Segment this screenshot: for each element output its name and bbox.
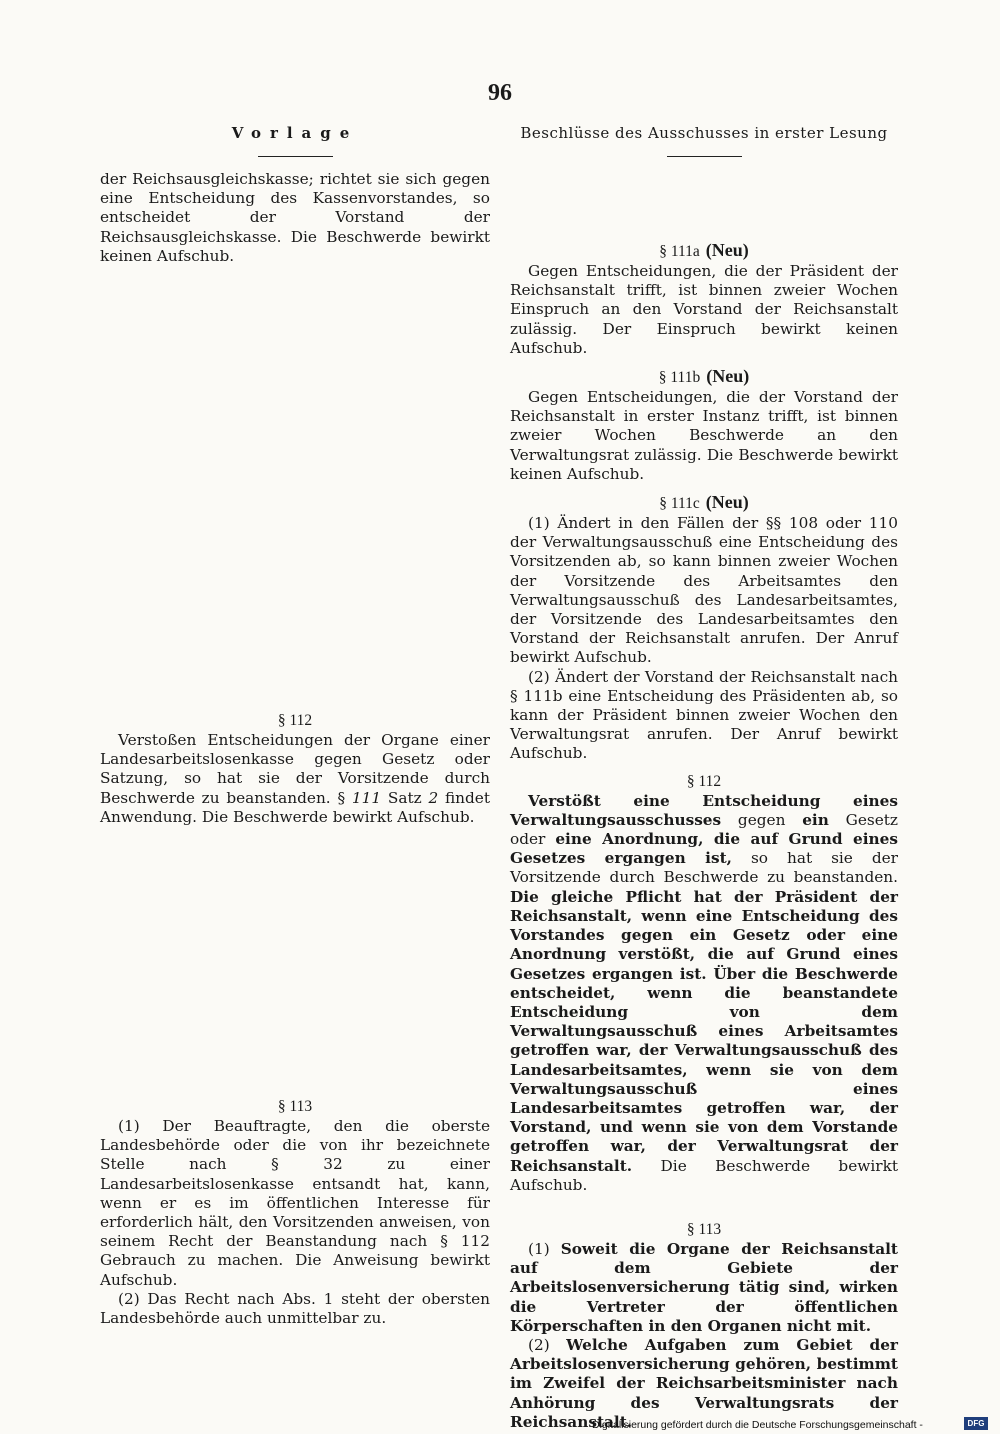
- section-113-para-1: (1) Soweit die Organe der Reichsanstalt auf dem Gebiete der Arbeitslosenversicherung tätig sind, wirken die Vertreter der öffentlichen Körperschaften in den Organen nicht mit.: [510, 1239, 898, 1335]
- footer-credit: Digitalisierung gefördert durch die Deutsche Forschungsgemeinschaft -: [592, 1419, 923, 1431]
- section-111b-text: Gegen Entscheidungen, die der Vorstand der Reichsanstalt in erster Instanz trifft, ist binnen zweier Wochen Beschwerde an den Verwaltungsrat zulässig. Die Beschwerde bewirkt keinen Aufschub.: [510, 388, 898, 483]
- section-112-title: § 112: [277, 712, 313, 730]
- section-112-title: § 112: [686, 772, 722, 790]
- section-112-text: Verstößt eine Entscheidung eines Verwaltungsausschusses gegen ein Gesetz oder eine Anordnung, die auf Grund eines Gesetzes ergangen ist, so hat sie der Vorsitzende durch Beschwerde zu beanstanden. Die gleiche Pflicht hat der Präsident der Reichsanstalt, wenn eine Entscheidung des Vorstandes gegen ein Gesetz oder eine Anordnung verstößt, die auf Grund eines Gesetzes ergangen ist. Über die Beschwerde entscheidet, wenn die beanstandete Entscheidung von dem Verwaltungsausschuß eines Arbeitsamtes getroffen war, der Verwaltungsausschuß des Landesarbeitsamtes, wenn sie von dem Verwaltungsausschuß eines Landesarbeitsamtes getroffen war, der Vorstand, und wenn sie von dem Vorstande getroffen war, der Verwaltungsrat der Reichsanstalt. Die Beschwerde bewirkt Aufschub.: [510, 791, 898, 1194]
- section-111c-para-1: (1) Ändert in den Fällen der §§ 108 oder 110 der Verwaltungsausschuß eine Entscheidung des Vorsitzenden ab, so kann binnen zweier Wochen der Vorsitzende des Arbeitsamtes den Verwaltungsausschuß des Landesarbeitsamtes, der Vorsitzende des Landesarbeitsamtes den Vorstand der Reichsanstalt anrufen. Der Anruf bewirkt Aufschub.: [510, 514, 898, 667]
- heading-rule: [667, 156, 742, 157]
- heading-rule: [258, 156, 333, 157]
- section-113-para-2: (2) Das Recht nach Abs. 1 steht der obersten Landesbehörde auch unmittelbar zu.: [100, 1289, 490, 1328]
- left-column: [100, 124, 490, 1328]
- section-111a-text: Gegen Entscheidungen, die der Präsident der Reichsanstalt trifft, ist binnen zweier Wochen Einspruch an den Vorstand der Reichsanstalt zulässig. Der Einspruch bewirkt keinen Aufschub.: [510, 262, 898, 357]
- section-113-para-1: (1) Der Beauftragte, den die oberste Landesbehörde oder die von ihr bezeichnete Stelle nach § 32 zu einer Landesarbeitslosenkasse entsandt hat, kann, wenn er es im öffentlichen Interesse für erforderlich hält, den Vorsitzenden anweisen, von seinem Recht der Beanstandung nach § 112 Gebrauch zu machen. Die Anweisung bewirkt Aufschub.: [100, 1117, 490, 1289]
- section-113-title: § 113: [686, 1220, 722, 1238]
- right-column: [510, 124, 898, 1432]
- section-113-title: § 113: [277, 1098, 313, 1116]
- section-113-para-2: (2) Welche Aufgaben zum Gebiet der Arbeitslosenversicherung gehören, bestimmt im Zweifel der Reichsarbeitsminister nach Anhörung des Verwaltungsrats der Reichsanstalt.: [510, 1335, 898, 1431]
- section-111a-title: § 111a (Neu): [659, 240, 749, 260]
- section-111b-title: § 111b (Neu): [658, 366, 750, 387]
- dfg-logo: DFG: [964, 1417, 988, 1430]
- section-111c-para-2: (2) Ändert der Vorstand der Reichsanstalt nach § 111b eine Entscheidung des Präsidenten ab, so kann der Präsident binnen zweier Wochen den Verwaltungsrat anrufen. Der Anruf bewirkt Aufschub.: [510, 667, 898, 763]
- left-column-heading: Vorlage: [231, 124, 359, 142]
- section-111c-title: § 111c (Neu): [659, 492, 749, 513]
- continuation-paragraph: der Reichsausgleichskasse; richtet sie sich gegen eine Entscheidung des Kassenvorstandes, so entscheidet der Vorstand der Reichsausgleichskasse. Die Beschwerde bewirkt keinen Aufschub.: [100, 170, 490, 265]
- page-number: 96: [488, 80, 512, 106]
- right-column-heading: Beschlüsse des Ausschusses in erster Lesung: [520, 124, 888, 142]
- section-112-text: Verstoßen Entscheidungen der Organe einer Landesarbeitslosenkasse gegen Gesetz oder Satzung, so hat sie der Vorsitzende durch Beschwerde zu beanstanden. § 111 Satz 2 findet Anwendung. Die Beschwerde bewirkt Aufschub.: [100, 731, 490, 826]
